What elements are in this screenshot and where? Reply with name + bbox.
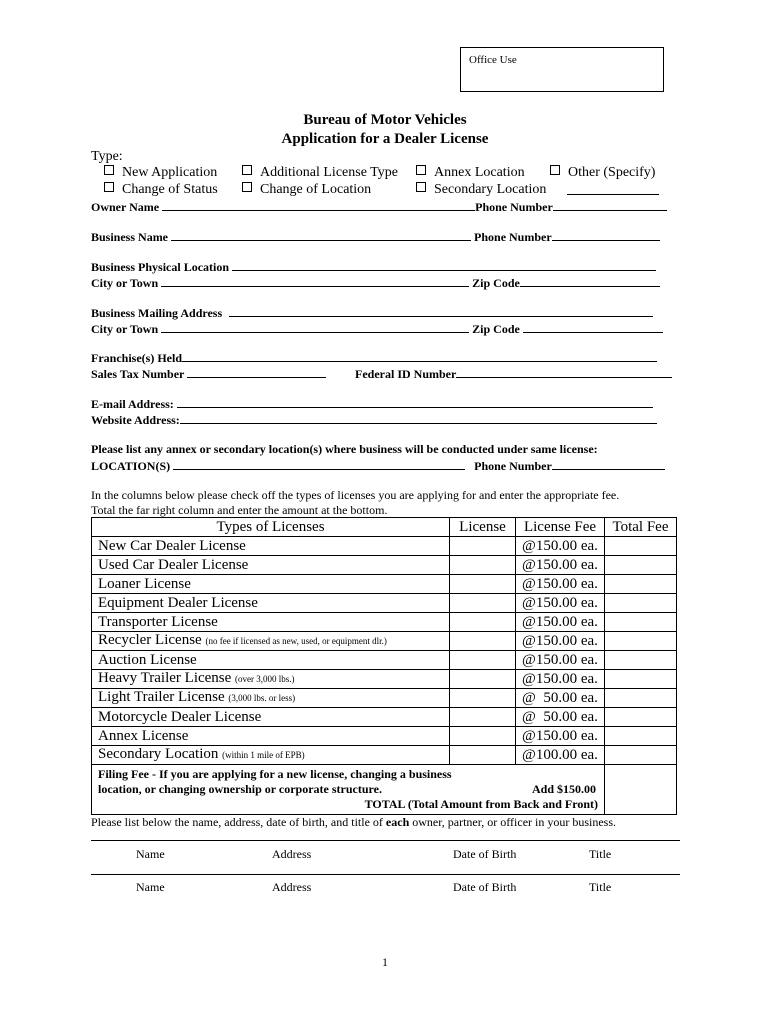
instructions-line1: In the columns below please check off the types of licenses you are applying for and enter the appropriate fee.: [91, 488, 620, 502]
license-check-cell[interactable]: [450, 651, 516, 670]
total-fee-cell[interactable]: [605, 651, 677, 670]
office-use-box: [460, 47, 664, 92]
license-check-cell[interactable]: [450, 708, 516, 727]
federal-id-field[interactable]: [456, 366, 672, 378]
filing-fee-cell: [92, 765, 605, 815]
table-row: [92, 632, 677, 651]
license-fee-cell: [516, 632, 605, 651]
checkbox-icon[interactable]: [242, 182, 252, 192]
sales-tax-label: Sales Tax Number: [91, 367, 185, 381]
franchises-row: [91, 350, 657, 366]
owner1-title-label: Title: [589, 847, 612, 861]
filing-fee-line1: Filing Fee - If you are applying for a new license, changing a business: [98, 767, 452, 781]
license-fee-value: @150.00 ea.: [522, 651, 598, 668]
option-change-of-status[interactable]: Change of Status: [104, 182, 218, 198]
website-label: Website Address:: [91, 413, 180, 427]
website-field[interactable]: [180, 412, 657, 424]
license-check-cell[interactable]: [450, 613, 516, 632]
license-type-cell: [92, 632, 450, 651]
table-row: [92, 594, 677, 613]
franchises-label: Franchise(s) Held: [91, 351, 182, 365]
mailing-address-field[interactable]: [229, 305, 653, 317]
mailing-address-row: [91, 305, 653, 321]
license-check-cell[interactable]: [450, 632, 516, 651]
option-additional-license-type[interactable]: Additional License Type: [242, 165, 398, 181]
physical-zip-field[interactable]: [520, 275, 660, 287]
checkbox-icon[interactable]: [416, 165, 426, 175]
owner2-address-label: Address: [272, 880, 312, 894]
owner1-address-label: Address: [272, 847, 312, 861]
license-fee-cell: [516, 613, 605, 632]
option-other-specify[interactable]: Other (Specify): [550, 165, 655, 181]
checkbox-icon[interactable]: [242, 165, 252, 175]
license-fee-value: @ 50.00 ea.: [522, 689, 598, 706]
mailing-zip-field[interactable]: [523, 321, 663, 333]
license-fee-value: @150.00 ea.: [522, 575, 598, 592]
federal-id-label: Federal ID Number: [355, 367, 457, 381]
license-fee-cell: [516, 727, 605, 746]
license-type-cell: [92, 689, 450, 708]
table-row: [92, 537, 677, 556]
mailing-zip-label: Zip Code: [472, 322, 520, 336]
license-fee-cell: [516, 651, 605, 670]
total-fee-cell[interactable]: [605, 708, 677, 727]
license-type-cell: [92, 556, 450, 575]
business-name-label: Business Name: [91, 230, 169, 244]
license-type-cell: [92, 594, 450, 613]
license-check-cell[interactable]: [450, 556, 516, 575]
license-fee-cell: [516, 556, 605, 575]
license-type-cell: [92, 651, 450, 670]
physical-zip-label: Zip Code: [472, 276, 520, 290]
table-row: [92, 689, 677, 708]
total-fee-cell[interactable]: [605, 613, 677, 632]
filing-fee-amount: Add $150.00: [531, 782, 596, 796]
header-types-of-licenses: Types of Licenses: [92, 518, 450, 537]
license-fee-cell: [516, 746, 605, 765]
license-fee-value: @150.00 ea.: [522, 537, 598, 554]
license-type-cell: [92, 575, 450, 594]
mailing-city-row: [91, 321, 663, 337]
owner-name-row: [91, 199, 667, 215]
header-total-fee: Total Fee: [605, 518, 677, 537]
checkbox-icon[interactable]: [416, 182, 426, 192]
option-new-application[interactable]: New Application: [104, 165, 217, 181]
license-type-note: (3,000 lbs. or less): [228, 693, 296, 703]
license-type-cell: [92, 537, 450, 556]
physical-city-field[interactable]: [161, 275, 469, 287]
locations-label: LOCATION(S): [91, 459, 171, 473]
license-fee-value: @ 50.00 ea.: [522, 708, 598, 725]
mailing-address-label: Business Mailing Address: [91, 306, 223, 320]
total-fee-cell[interactable]: [605, 727, 677, 746]
email-label: E-mail Address:: [91, 397, 174, 411]
business-phone-field[interactable]: [552, 229, 660, 241]
license-type-cell: [92, 670, 450, 689]
owner2-title-label: Title: [589, 880, 612, 894]
total-fee-cell[interactable]: [605, 575, 677, 594]
checkbox-icon[interactable]: [550, 165, 560, 175]
license-type-name: Used Car Dealer License: [98, 556, 249, 573]
license-check-cell[interactable]: [450, 727, 516, 746]
checkbox-icon[interactable]: [104, 165, 114, 175]
owner1-name-label: Name: [136, 847, 165, 861]
license-fee-cell: [516, 537, 605, 556]
license-fee-cell: [516, 670, 605, 689]
license-type-cell: [92, 613, 450, 632]
total-fee-cell[interactable]: [605, 670, 677, 689]
total-fee-cell[interactable]: [605, 594, 677, 613]
filing-fee-row: [92, 765, 677, 815]
license-type-name: Equipment Dealer License: [98, 594, 258, 611]
table-row: [92, 613, 677, 632]
option-annex-location[interactable]: Annex Location: [416, 165, 525, 181]
other-specify-field[interactable]: [567, 182, 659, 195]
instructions-line2: Total the far right column and enter the amount at the bottom.: [91, 503, 388, 517]
office-use-label: Office Use: [469, 54, 517, 66]
license-type-note: (no fee if licensed as new, used, or equipment dlr.): [205, 636, 387, 646]
table-row: [92, 670, 677, 689]
website-row: [91, 412, 657, 428]
physical-location-row: [91, 259, 656, 275]
table-row: [92, 556, 677, 575]
header-license: License: [450, 518, 516, 537]
license-type-name: Motorcycle Dealer License: [98, 708, 262, 725]
owner1-dob-label: Date of Birth: [453, 847, 517, 861]
license-type-name: Transporter License: [98, 613, 218, 630]
annex-instruction: Please list any annex or secondary location(s) where business will be conducted under same license:: [91, 442, 598, 456]
license-type-name: Annex License: [98, 727, 189, 744]
license-fee-value: @150.00 ea.: [522, 556, 598, 573]
license-fee-cell: [516, 575, 605, 594]
license-type-name: Heavy Trailer License: [98, 670, 232, 686]
filing-fee-line2: location, or changing ownership or corporate structure.: [98, 782, 382, 796]
page-number: 1: [382, 955, 388, 969]
license-fee-value: @150.00 ea.: [522, 727, 598, 744]
business-name-row: [91, 229, 660, 245]
checkbox-icon[interactable]: [104, 182, 114, 192]
total-fee-cell[interactable]: [605, 746, 677, 765]
license-type-name: Auction License: [98, 651, 197, 668]
license-type-cell: [92, 708, 450, 727]
license-type-note: (over 3,000 lbs.): [235, 674, 295, 684]
mailing-city-label: City or Town: [91, 322, 159, 336]
owner-line-2[interactable]: [91, 874, 680, 875]
option-change-of-location[interactable]: Change of Location: [242, 182, 371, 198]
license-fee-value: @150.00 ea.: [522, 632, 598, 649]
physical-city-label: City or Town: [91, 276, 159, 290]
license-check-cell[interactable]: [450, 537, 516, 556]
license-type-name: Loaner License: [98, 575, 191, 592]
license-type-name: Recycler License: [98, 632, 202, 648]
license-fee-value: @100.00 ea.: [522, 746, 598, 763]
owners-instruction: Please list below the name, address, date of birth, and title of each owner, partner, or officer in your business.: [91, 815, 617, 829]
owner-name-label: Owner Name: [91, 200, 160, 214]
license-check-cell[interactable]: [450, 689, 516, 708]
license-fee-cell: [516, 689, 605, 708]
physical-location-field[interactable]: [232, 259, 656, 271]
federal-id-row: [355, 366, 672, 382]
table-header-row: [92, 518, 677, 537]
form-subtitle: Application for a Dealer License: [281, 131, 489, 147]
physical-location-label: Business Physical Location: [91, 260, 230, 274]
license-type-cell: [92, 727, 450, 746]
license-check-cell[interactable]: [450, 746, 516, 765]
email-row: [91, 396, 653, 412]
owner-phone-field[interactable]: [553, 199, 667, 211]
table-row: [92, 708, 677, 727]
email-field[interactable]: [177, 396, 653, 408]
mailing-city-field[interactable]: [161, 321, 469, 333]
license-fee-cell: [516, 708, 605, 727]
owner-name-field[interactable]: [162, 199, 475, 211]
table-row: [92, 575, 677, 594]
locations-phone-field[interactable]: [552, 458, 665, 470]
owner-phone-label: Phone Number: [475, 200, 553, 214]
table-row: [92, 651, 677, 670]
header-license-fee: License Fee: [516, 518, 605, 537]
business-name-field[interactable]: [171, 229, 471, 241]
license-type-note: (within 1 mile of EPB): [222, 750, 305, 760]
locations-phone-label: Phone Number: [474, 459, 552, 473]
form-title: Bureau of Motor Vehicles: [303, 112, 467, 128]
license-type-name: Light Trailer License: [98, 689, 225, 705]
sales-tax-row: [91, 366, 326, 382]
total-label: TOTAL (Total Amount from Back and Front): [364, 797, 598, 811]
sales-tax-field[interactable]: [187, 366, 326, 378]
total-fee-cell[interactable]: [605, 632, 677, 651]
license-table: [91, 517, 677, 815]
license-type-cell: [92, 746, 450, 765]
total-fee-cell[interactable]: [605, 537, 677, 556]
option-secondary-location[interactable]: Secondary Location: [416, 182, 546, 198]
license-check-cell[interactable]: [450, 575, 516, 594]
business-phone-label: Phone Number: [474, 230, 552, 244]
locations-row: [91, 458, 665, 474]
filing-total-cell[interactable]: [605, 765, 677, 815]
owner-line-1[interactable]: [91, 840, 680, 841]
type-label: Type:: [91, 149, 123, 164]
locations-field[interactable]: [173, 458, 465, 470]
franchises-field[interactable]: [182, 350, 657, 362]
license-type-name: Secondary Location: [98, 746, 219, 762]
physical-city-row: [91, 275, 660, 291]
license-fee-value: @150.00 ea.: [522, 594, 598, 611]
owner2-dob-label: Date of Birth: [453, 880, 517, 894]
license-check-cell[interactable]: [450, 594, 516, 613]
license-rows: [92, 537, 677, 765]
license-fee-value: @150.00 ea.: [522, 670, 598, 687]
license-type-name: New Car Dealer License: [98, 537, 246, 554]
license-fee-value: @150.00 ea.: [522, 613, 598, 630]
license-fee-cell: [516, 594, 605, 613]
table-row: [92, 746, 677, 765]
license-check-cell[interactable]: [450, 670, 516, 689]
table-row: [92, 727, 677, 746]
total-fee-cell[interactable]: [605, 556, 677, 575]
owner2-name-label: Name: [136, 880, 165, 894]
total-fee-cell[interactable]: [605, 689, 677, 708]
